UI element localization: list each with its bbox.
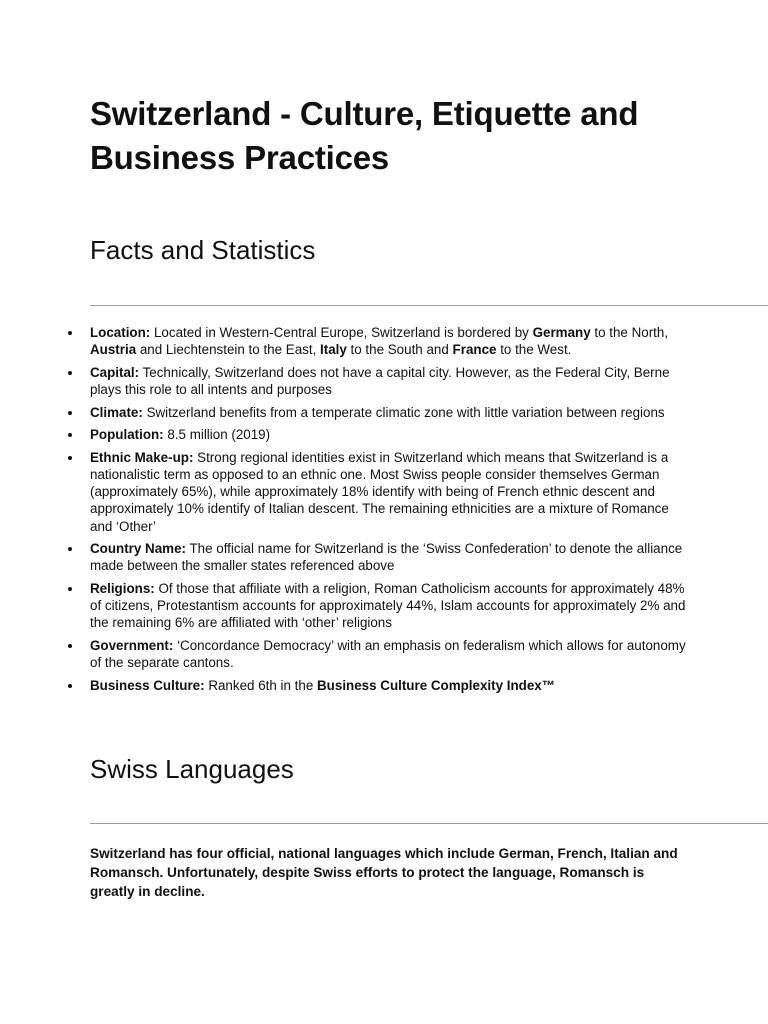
fact-climate [90, 404, 690, 421]
fact-label: Country Name: [90, 541, 186, 557]
fact-country-name [90, 540, 690, 574]
country-italy: Italy [320, 342, 347, 358]
business-culture-index-link[interactable]: Business Culture Complexity Index™ [317, 677, 556, 693]
country-france: France [452, 342, 497, 358]
fact-location [90, 324, 690, 358]
languages-heading: Swiss Languages [90, 754, 294, 784]
fact-text: and Liechtenstein to the East, [136, 342, 321, 358]
fact-text: Ranked 6th in the [204, 677, 318, 693]
fact-text: The official name for Switzerland is the ‘Swiss Confederation’ to denote the alliance made between the smaller states referenced above [90, 541, 683, 574]
fact-population [90, 426, 690, 443]
fact-text: ‘Concordance Democracy’ with an emphasis on federalism which allows for autonomy of the separate cantons. [90, 637, 686, 671]
fact-label: Climate: [90, 404, 143, 420]
fact-text: to the West. [496, 342, 572, 358]
fact-label: Population: [90, 427, 164, 443]
fact-text: Switzerland benefits from a temperate climatic zone with little variation between regions [142, 404, 665, 420]
fact-text: Technically, Switzerland does not have a capital city. However, as the Federal City, Berne plays this role to all intents and purposes [90, 364, 670, 397]
page-title: Switzerland - Culture, Etiquette and Business Practices [90, 95, 639, 176]
fact-text: 8.5 million (2019) [163, 427, 271, 443]
country-austria: Austria [90, 342, 137, 358]
country-germany: Germany [532, 325, 591, 340]
fact-business-culture [90, 677, 690, 694]
fact-label: Government: [90, 637, 174, 653]
fact-capital [90, 364, 690, 398]
section-divider [90, 823, 768, 824]
fact-text: Located in Western-Central Europe, Switzerland is bordered by [150, 325, 533, 340]
fact-ethnic-makeup [90, 449, 690, 535]
fact-text: to the North, [590, 325, 669, 340]
fact-label: Capital: [90, 364, 140, 380]
fact-label: Ethnic Make-up: [90, 449, 194, 465]
facts-heading: Facts and Statistics [90, 235, 316, 265]
section-divider [90, 305, 768, 306]
fact-government [90, 637, 690, 671]
facts-list [90, 324, 690, 699]
fact-text: to the South and [346, 342, 453, 358]
fact-label: Religions: [90, 580, 155, 596]
fact-religions [90, 580, 690, 632]
fact-text: Strong regional identities exist in Switzerland which means that Switzerland is a nationalistic term as opposed to an ethnic one. Most Swiss people consider themselves German (approximately 65%), while approximately 18% identify with being of French ethnic descent and approximately 10% identify of Italian descent. The remaining ethnicities are a mixture of Romance and ‘Other’ [90, 449, 669, 534]
languages-intro: Switzerland has four official, national languages which include German, French, Italian and Romansch. Unfortunately, despite Swiss efforts to protect the language, Romansch is greatly in decline. [90, 846, 678, 899]
fact-label: Location: [90, 325, 151, 340]
fact-text: Of those that affiliate with a religion, Roman Catholicism accounts for approximately 48% of citizens, Protestantism accounts for approximately 44%, Islam accounts for approximately 2% and the remaining 6% are affiliated with ‘other’ religions [90, 580, 686, 631]
fact-label: Business Culture: [90, 677, 205, 693]
